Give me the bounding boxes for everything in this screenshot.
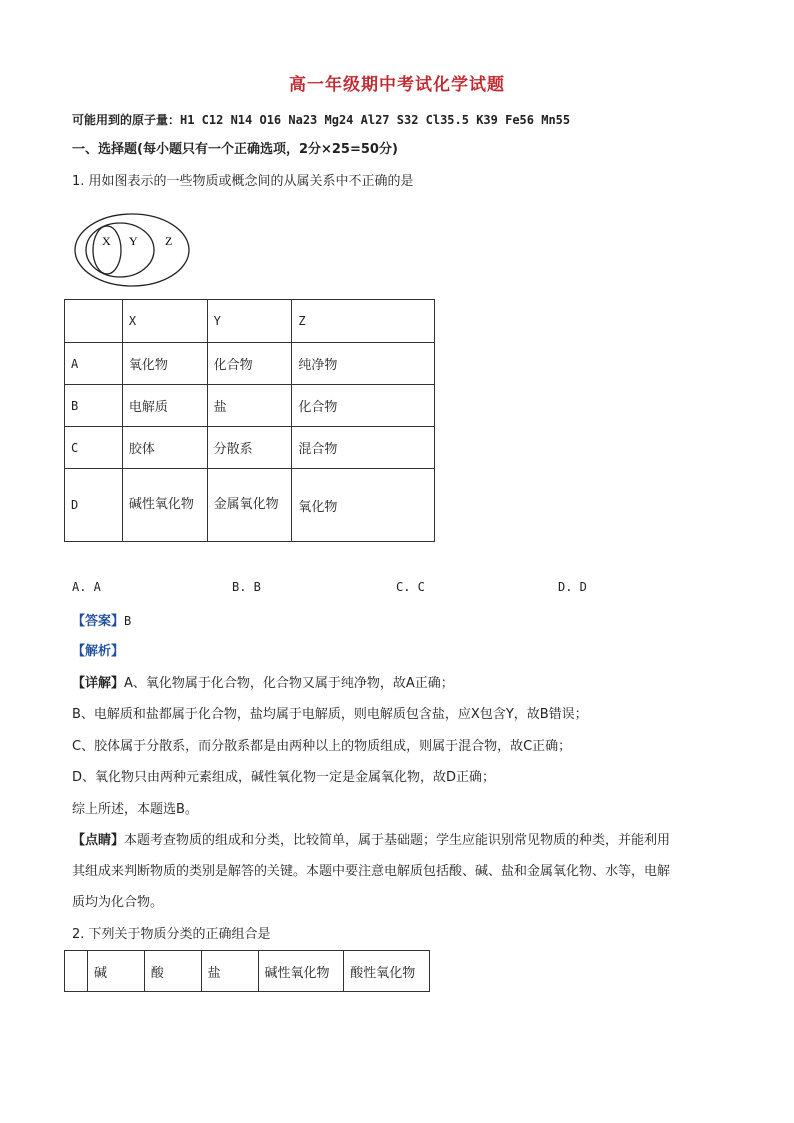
table-cell: 分散系 bbox=[207, 427, 292, 469]
question-2-table bbox=[64, 950, 430, 992]
table-cell: X bbox=[122, 300, 207, 343]
table-cell: D bbox=[65, 469, 123, 542]
answer-value: B bbox=[124, 614, 132, 628]
detail-line-4: D、氧化物只由两种元素组成，碱性氧化物一定是金属氧化物，故D正确； bbox=[72, 770, 496, 785]
comment-line-1 bbox=[72, 831, 670, 851]
comment-line-2: 其组成来判断物质的类别是解答的关键。本题中要注意电解质包括酸、碱、盐和金属氧化物、水等，电解 bbox=[72, 864, 671, 879]
table-cell: C bbox=[65, 427, 123, 469]
analysis-tag: 【解析】 bbox=[72, 644, 125, 659]
question-1-table bbox=[64, 299, 435, 542]
table-row bbox=[65, 343, 435, 385]
table-cell: Z bbox=[292, 300, 435, 343]
table-cell: 盐 bbox=[207, 385, 292, 427]
table-cell: 电解质 bbox=[122, 385, 207, 427]
table-row bbox=[65, 469, 435, 542]
comment-tag: 【点睛】 bbox=[72, 833, 125, 848]
question-1-choices bbox=[72, 580, 732, 600]
choice-d: D. D bbox=[558, 580, 587, 594]
table-cell: Y bbox=[207, 300, 292, 343]
table-cell: 碱性氧化物 bbox=[258, 951, 344, 992]
table-header-row bbox=[65, 300, 435, 343]
venn-diagram bbox=[72, 212, 192, 292]
detail-line-5: 综上所述，本题选B。 bbox=[72, 802, 198, 817]
table-cell: 碱 bbox=[87, 951, 144, 992]
atomic-mass-line: 可能用到的原子量：H1 C12 N14 O16 Na23 Mg24 Al27 S32 Cl35.5 K39 Fe56 Mn55 bbox=[72, 113, 571, 127]
table-cell: A bbox=[65, 343, 123, 385]
table-cell: 纯净物 bbox=[292, 343, 435, 385]
table-cell: 化合物 bbox=[292, 385, 435, 427]
page-title: 高一年级期中考试化学试题 bbox=[289, 75, 505, 95]
table-cell: 化合物 bbox=[207, 343, 292, 385]
venn-label-y: Y bbox=[129, 234, 138, 248]
table-cell: 碱性氧化物 bbox=[122, 469, 207, 542]
comment-text: 本题考查物质的组成和分类，比较简单，属于基础题；学生应能识别常见物质的种类，并能利用 bbox=[124, 833, 671, 848]
detail-line-2: B、电解质和盐都属于化合物，盐均属于电解质，则电解质包含盐，应X包含Y，故B错误； bbox=[72, 707, 588, 722]
choice-c: C. C bbox=[396, 580, 425, 594]
venn-label-z: Z bbox=[165, 234, 173, 248]
detail-tag: 【详解】 bbox=[72, 676, 125, 691]
question-1-stem: 1. 用如图表示的一些物质或概念间的从属关系中不正确的是 bbox=[72, 174, 414, 189]
analysis-line bbox=[72, 642, 124, 662]
question-2-stem: 2. 下列关于物质分类的正确组合是 bbox=[72, 927, 271, 942]
detail-text: A、氧化物属于化合物，化合物又属于纯净物，故A正确； bbox=[124, 676, 454, 691]
venn-label-x: X bbox=[102, 234, 111, 248]
table-cell: 胶体 bbox=[122, 427, 207, 469]
choice-b: B. B bbox=[232, 580, 261, 594]
table-cell bbox=[65, 951, 88, 992]
answer-tag: 【答案】 bbox=[72, 614, 125, 629]
detail-line-3: C、胶体属于分散系，而分散系都是由两种以上的物质组成，则属于混合物，故C正确； bbox=[72, 739, 572, 754]
choice-a: A. A bbox=[72, 580, 101, 594]
comment-line-3: 质均为化合物。 bbox=[72, 895, 164, 910]
table-cell: 金属氧化物 bbox=[207, 469, 292, 542]
table-header-row bbox=[65, 951, 430, 992]
table-cell: 盐 bbox=[201, 951, 258, 992]
table-cell: B bbox=[65, 385, 123, 427]
table-cell: 酸性氧化物 bbox=[344, 951, 430, 992]
answer-line bbox=[72, 611, 131, 632]
table-cell: 酸 bbox=[144, 951, 201, 992]
table-row bbox=[65, 427, 435, 469]
table-cell: 氧化物 bbox=[292, 469, 435, 542]
table-row bbox=[65, 385, 435, 427]
section-heading: 一、选择题(每小题只有一个正确选项，2分×25=50分) bbox=[72, 142, 398, 157]
table-cell: 氧化物 bbox=[122, 343, 207, 385]
venn-middle-ellipse bbox=[86, 223, 154, 277]
table-cell bbox=[65, 300, 123, 343]
detail-line-1 bbox=[72, 674, 454, 694]
table-cell: 混合物 bbox=[292, 427, 435, 469]
